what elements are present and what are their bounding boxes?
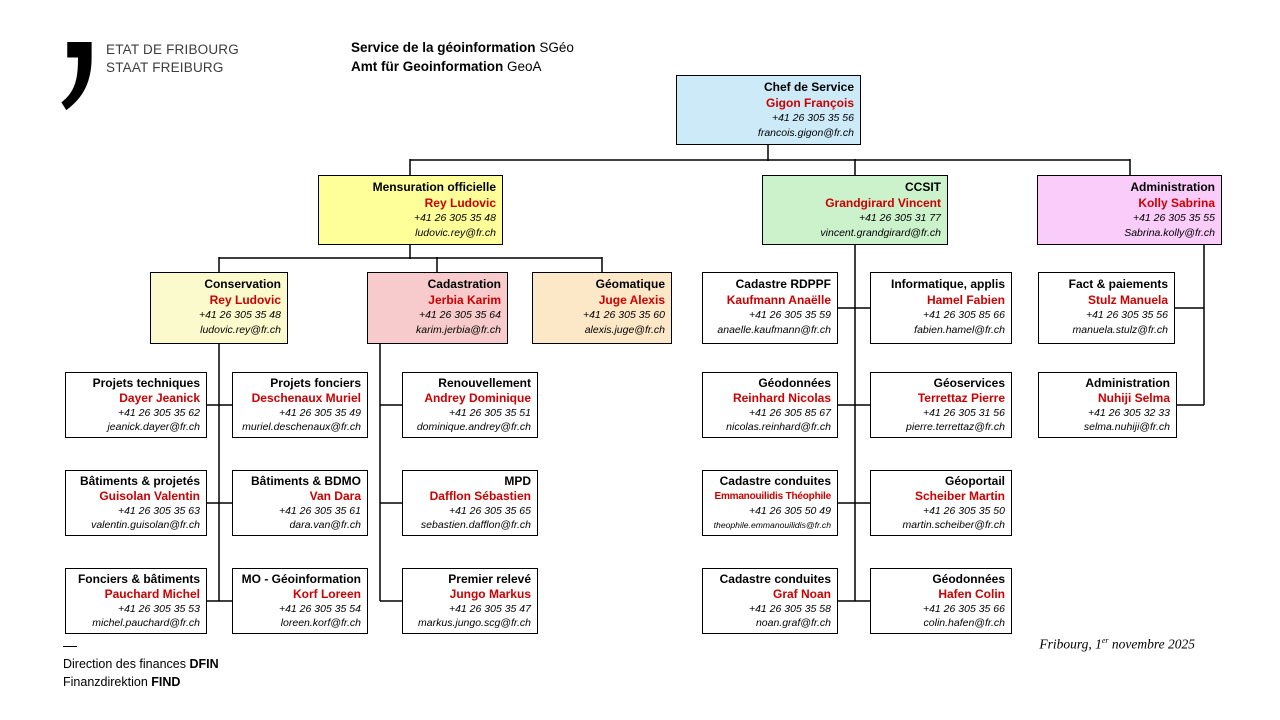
box-name: Terrettaz Pierre: [917, 391, 1005, 405]
box-phone: +41 26 305 85 67: [748, 407, 831, 419]
org-box-geodonnees-hafen: [870, 568, 1012, 634]
box-phone: +41 26 305 31 77: [858, 212, 941, 224]
box-email: alexis.juge@fr.ch: [584, 324, 665, 336]
org-box-chef-de-service: [676, 75, 861, 145]
date-line: Fribourg, 1er novembre 2025: [1039, 636, 1195, 652]
box-title: Cadastration: [427, 277, 501, 291]
box-title: Fact & paiements: [1068, 277, 1168, 291]
box-email: dominique.andrey@fr.ch: [416, 421, 531, 433]
box-name: Guisolan Valentin: [99, 489, 200, 503]
box-title: Bâtiments & projetés: [79, 474, 200, 488]
org-box-cadastre-rdppf: [702, 272, 838, 344]
box-name: Gigon François: [765, 96, 854, 110]
box-email: michel.pauchard@fr.ch: [92, 617, 200, 629]
box-email: ludovic.rey@fr.ch: [415, 227, 496, 239]
box-phone: +41 26 305 35 55: [1132, 212, 1215, 224]
box-title: Géoportail: [944, 474, 1005, 488]
box-name: Deschenaux Muriel: [251, 391, 361, 405]
date-superscript: er: [1101, 636, 1109, 645]
box-name: Rey Ludovic: [209, 293, 281, 307]
box-title: Mensuration officielle: [372, 180, 496, 194]
org-box-cadastration: [367, 272, 508, 344]
box-email: colin.hafen@fr.ch: [923, 617, 1005, 629]
box-phone: +41 26 305 35 48: [413, 212, 496, 224]
box-email: karim.jerbia@fr.ch: [416, 324, 501, 336]
org-box-fact-paiements: [1038, 272, 1175, 344]
org-box-mensuration-officielle: [318, 175, 503, 245]
org-box-conservation: [150, 272, 288, 344]
box-name: Reinhard Nicolas: [732, 391, 831, 405]
box-title: MO - Géoinformation: [241, 572, 361, 586]
box-phone: +41 26 305 31 56: [922, 407, 1005, 419]
box-name: Juge Alexis: [598, 293, 665, 307]
box-phone: +41 26 305 85 66: [922, 309, 1005, 321]
org-box-premier-releve: [402, 568, 538, 634]
box-phone: +41 26 305 35 47: [448, 603, 531, 615]
box-name: Graf Noan: [772, 587, 831, 601]
box-phone: +41 26 305 35 53: [117, 603, 200, 615]
box-name: Korf Loreen: [292, 587, 361, 601]
box-title: Informatique, applis: [890, 277, 1005, 291]
box-email: nicolas.reinhard@fr.ch: [726, 421, 831, 433]
box-name: Hamel Fabien: [926, 293, 1005, 307]
box-email: markus.jungo.scg@fr.ch: [418, 617, 531, 629]
box-phone: +41 26 305 35 48: [198, 309, 281, 321]
box-phone: +41 26 305 35 59: [748, 309, 831, 321]
box-phone: +41 26 305 35 62: [117, 407, 200, 419]
box-name: Rey Ludovic: [424, 196, 496, 210]
box-title: Administration: [1085, 376, 1170, 390]
box-phone: +41 26 305 32 33: [1087, 407, 1170, 419]
footer-separator: [63, 646, 77, 647]
box-name: Stulz Manuela: [1087, 293, 1168, 307]
box-title: Renouvellement: [438, 376, 531, 390]
box-name: Van Dara: [309, 489, 361, 503]
box-email: sebastien.dafflon@fr.ch: [420, 519, 531, 531]
state-name-de: STAAT FREIBURG: [106, 60, 224, 75]
box-name: Grandgirard Vincent: [825, 196, 941, 210]
box-name: Dayer Jeanick: [119, 391, 200, 405]
box-email: anaelle.kaufmann@fr.ch: [717, 324, 831, 336]
box-title: Fonciers & bâtiments: [77, 572, 200, 586]
box-email: dara.van@fr.ch: [289, 519, 361, 531]
box-title: Bâtiments & BDMO: [250, 474, 361, 488]
box-name: Pauchard Michel: [104, 587, 200, 601]
box-title: CCSIT: [905, 180, 941, 194]
box-email: selma.nuhiji@fr.ch: [1083, 421, 1170, 433]
org-box-geodonnees-reinhard: [702, 372, 838, 438]
box-title: Chef de Service: [763, 80, 854, 94]
box-email: vincent.grandgirard@fr.ch: [820, 227, 941, 239]
box-phone: +41 26 305 35 61: [278, 505, 361, 517]
service-title-fr: Service de la géoinformation SGéo: [351, 40, 574, 55]
box-email: martin.scheiber@fr.ch: [902, 519, 1005, 531]
box-title: Cadastre conduites: [719, 474, 831, 488]
box-phone: +41 26 305 35 58: [748, 603, 831, 615]
box-phone: +41 26 305 35 66: [922, 603, 1005, 615]
box-phone: +41 26 305 35 54: [278, 603, 361, 615]
box-title: Projets techniques: [92, 376, 200, 390]
org-box-ccsit: [762, 175, 948, 245]
direction-de: Finanzdirektion FIND: [63, 675, 181, 689]
box-phone: +41 26 305 35 63: [117, 505, 200, 517]
org-box-mo-geoinformation: [232, 568, 368, 634]
direction-footer: [63, 646, 219, 691]
org-box-geomatique: [532, 272, 672, 344]
box-email: theophile.emmanouilidis@fr.ch: [713, 520, 831, 530]
box-name: Hafen Colin: [938, 587, 1005, 601]
box-phone: +41 26 305 35 49: [278, 407, 361, 419]
box-email: pierre.terrettaz@fr.ch: [906, 421, 1005, 433]
org-box-batiments-projetes: [65, 470, 207, 536]
box-email: fabien.hamel@fr.ch: [914, 324, 1005, 336]
box-title: Géodonnées: [758, 376, 831, 390]
box-email: noan.graf@fr.ch: [755, 617, 831, 629]
box-name: Scheiber Martin: [914, 489, 1005, 503]
box-title: MPD: [504, 474, 531, 488]
box-name: Nuhiji Selma: [1097, 391, 1170, 405]
box-email: manuela.stulz@fr.ch: [1072, 324, 1168, 336]
box-email: loreen.korf@fr.ch: [280, 617, 361, 629]
box-title: Conservation: [204, 277, 281, 291]
box-phone: +41 26 305 35 64: [418, 309, 501, 321]
box-name: Kolly Sabrina: [1138, 196, 1215, 210]
direction-fr: Direction des finances DFIN: [63, 657, 219, 671]
org-box-informatique-applis: [870, 272, 1012, 344]
org-box-batiments-bdmo: [232, 470, 368, 536]
service-title-de: Amt für Geoinformation GeoA: [351, 59, 542, 74]
box-phone: +41 26 305 35 65: [448, 505, 531, 517]
box-title: Projets fonciers: [270, 376, 361, 390]
org-box-mpd: [402, 470, 538, 536]
org-box-projets-techniques: [65, 372, 207, 438]
box-title: Cadastre RDPPF: [735, 277, 831, 291]
box-phone: +41 26 305 50 49: [748, 505, 831, 517]
box-title: Géodonnées: [932, 572, 1005, 586]
box-name: Andrey Dominique: [424, 391, 531, 405]
box-title: Cadastre conduites: [719, 572, 831, 586]
box-phone: +41 26 305 35 56: [1085, 309, 1168, 321]
box-title: Administration: [1130, 180, 1215, 194]
box-title: Géoservices: [933, 376, 1005, 390]
box-email: ludovic.rey@fr.ch: [200, 324, 281, 336]
org-box-cadastre-conduites-emmanouilidis: [702, 470, 838, 536]
box-title: Premier relevé: [448, 572, 531, 586]
fribourg-logo: [60, 40, 94, 116]
box-email: Sabrina.kolly@fr.ch: [1124, 227, 1215, 239]
box-name: Emmanouilidis Théophile: [714, 491, 831, 502]
org-box-projets-fonciers: [232, 372, 368, 438]
box-phone: +41 26 305 35 50: [922, 505, 1005, 517]
service-title: [351, 38, 574, 76]
box-name: Jungo Markus: [449, 587, 531, 601]
box-email: valentin.guisolan@fr.ch: [91, 519, 200, 531]
org-box-fonciers-batiments: [65, 568, 207, 634]
box-name: Kaufmann Anaëlle: [726, 293, 831, 307]
org-box-geoportail: [870, 470, 1012, 536]
box-email: muriel.deschenaux@fr.ch: [242, 421, 361, 433]
box-phone: +41 26 305 35 56: [771, 112, 854, 124]
state-name: [106, 41, 239, 77]
box-title: Géomatique: [595, 277, 665, 291]
org-box-cadastre-conduites-graf: [702, 568, 838, 634]
state-name-fr: ETAT DE FRIBOURG: [106, 42, 239, 57]
org-box-geoservices: [870, 372, 1012, 438]
box-email: francois.gigon@fr.ch: [757, 127, 854, 139]
box-email: jeanick.dayer@fr.ch: [107, 421, 200, 433]
box-name: Dafflon Sébastien: [429, 489, 531, 503]
org-box-renouvellement: [402, 372, 538, 438]
box-phone: +41 26 305 35 51: [448, 407, 531, 419]
box-name: Jerbia Karim: [428, 293, 501, 307]
box-phone: +41 26 305 35 60: [582, 309, 665, 321]
org-box-administration-nuhiji: [1038, 372, 1177, 438]
org-box-administration: [1037, 175, 1222, 245]
